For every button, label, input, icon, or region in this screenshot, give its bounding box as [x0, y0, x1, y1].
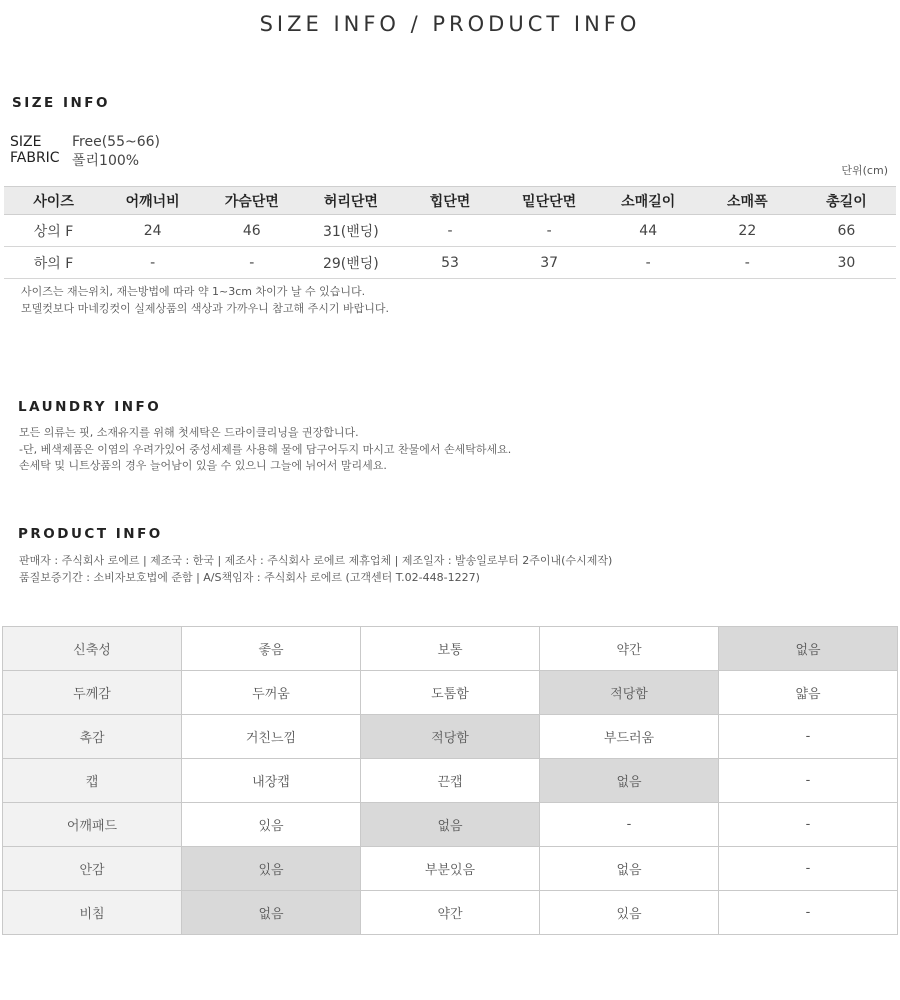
fabric-info-table — [2, 626, 898, 935]
fabric-option: 있음 — [540, 891, 719, 935]
fabric-option: 도톰함 — [361, 671, 540, 715]
table-cell: 46 — [202, 215, 301, 247]
size-info-heading: SIZE INFO — [12, 95, 110, 111]
fabric-option: 없음 — [540, 759, 719, 803]
fabric-option: 없음 — [361, 803, 540, 847]
size-table-header: 어깨너비 — [103, 187, 202, 215]
laundry-line: 모든 의류는 핏, 소재유지를 위해 첫세탁은 드라이클리닝을 권장합니다. — [19, 426, 359, 439]
fabric-option: 없음 — [182, 891, 361, 935]
fabric-option: 두꺼움 — [182, 671, 361, 715]
size-table-header: 가슴단면 — [202, 187, 301, 215]
fabric-row — [3, 891, 898, 935]
fabric-option: 거친느낌 — [182, 715, 361, 759]
fabric-option: - — [719, 759, 898, 803]
fabric-option: 보통 — [361, 627, 540, 671]
product-line: 판매자 : 주식회사 로에르 | 제조국 : 한국 | 제조사 : 주식회사 로에르 제휴업체 | 제조일자 : 발송일로부터 2주이내(수시제작) — [19, 554, 613, 567]
fabric-row — [3, 715, 898, 759]
fabric-option: 끈캡 — [361, 759, 540, 803]
table-cell: - — [698, 247, 797, 279]
fabric-option: 약간 — [361, 891, 540, 935]
table-cell: 37 — [500, 247, 599, 279]
table-cell: 31(밴딩) — [301, 215, 400, 247]
fabric-label: FABRIC — [10, 150, 60, 166]
fabric-option: - — [719, 847, 898, 891]
fabric-row — [3, 847, 898, 891]
unit-label: 단위(cm) — [841, 164, 888, 177]
table-row — [4, 247, 896, 279]
table-cell: 상의 F — [4, 215, 103, 247]
fabric-option: 적당함 — [361, 715, 540, 759]
size-table-header: 소매길이 — [599, 187, 698, 215]
fabric-option: 부분있음 — [361, 847, 540, 891]
fabric-option: 있음 — [182, 847, 361, 891]
fabric-row-label: 두께감 — [3, 671, 182, 715]
size-table-header: 허리단면 — [301, 187, 400, 215]
size-table — [4, 186, 896, 279]
fabric-option: - — [719, 891, 898, 935]
table-cell: - — [202, 247, 301, 279]
fabric-row-label: 신축성 — [3, 627, 182, 671]
size-table-header-row — [4, 187, 896, 215]
table-cell: - — [500, 215, 599, 247]
fabric-option: 좋음 — [182, 627, 361, 671]
table-cell: - — [400, 215, 499, 247]
table-cell: 66 — [797, 215, 896, 247]
fabric-option: - — [719, 803, 898, 847]
laundry-info-heading: LAUNDRY INFO — [18, 399, 162, 415]
size-note: 사이즈는 재는위치, 재는방법에 따라 약 1~3cm 차이가 날 수 있습니다. — [21, 285, 366, 298]
table-cell: - — [599, 247, 698, 279]
fabric-option: 내장캡 — [182, 759, 361, 803]
table-cell: 30 — [797, 247, 896, 279]
page-title: SIZE INFO / PRODUCT INFO — [259, 12, 641, 36]
table-cell: 29(밴딩) — [301, 247, 400, 279]
table-cell: 53 — [400, 247, 499, 279]
fabric-option: 있음 — [182, 803, 361, 847]
size-table-header: 사이즈 — [4, 187, 103, 215]
product-text — [19, 553, 612, 586]
size-notes — [21, 284, 389, 317]
table-cell: 24 — [103, 215, 202, 247]
product-line: 품질보증기간 : 소비자보호법에 준함 | A/S책임자 : 주식회사 로에르 (고객센터 T.02-448-1227) — [19, 570, 480, 584]
laundry-line: -단, 베색제품은 이염의 우려가있어 중성세제를 사용해 물에 담구어두지 마시고 찬물에서 손세탁하세요. — [19, 442, 512, 456]
fabric-option: - — [719, 715, 898, 759]
laundry-text — [19, 425, 511, 475]
size-value: Free(55~66) — [72, 134, 160, 150]
product-info-heading: PRODUCT INFO — [18, 526, 163, 542]
size-label: SIZE — [10, 134, 42, 150]
table-cell: 하의 F — [4, 247, 103, 279]
fabric-row-label: 비침 — [3, 891, 182, 935]
table-cell: 22 — [698, 215, 797, 247]
size-table-header: 소매폭 — [698, 187, 797, 215]
fabric-option: 약간 — [540, 627, 719, 671]
laundry-line: 손세탁 및 니트상품의 경우 늘어남이 있을 수 있으니 그늘에 뉘어서 말리세요. — [19, 459, 387, 472]
fabric-row-label: 어깨패드 — [3, 803, 182, 847]
size-table-header: 힙단면 — [400, 187, 499, 215]
fabric-row — [3, 671, 898, 715]
fabric-row — [3, 759, 898, 803]
fabric-row-label: 안감 — [3, 847, 182, 891]
fabric-row-label: 촉감 — [3, 715, 182, 759]
table-cell: 44 — [599, 215, 698, 247]
size-note: 모델컷보다 마네킹컷이 실제상품의 색상과 가까우니 참고해 주시기 바랍니다. — [21, 301, 390, 315]
fabric-option: 없음 — [540, 847, 719, 891]
size-table-header: 총길이 — [797, 187, 896, 215]
fabric-option: 부드러움 — [540, 715, 719, 759]
fabric-option: - — [540, 803, 719, 847]
fabric-row — [3, 803, 898, 847]
fabric-option: 얇음 — [719, 671, 898, 715]
fabric-option: 없음 — [719, 627, 898, 671]
table-cell: - — [103, 247, 202, 279]
fabric-row — [3, 627, 898, 671]
fabric-row-label: 캡 — [3, 759, 182, 803]
fabric-value: 폴리100% — [72, 153, 140, 169]
table-row — [4, 215, 896, 247]
fabric-option: 적당함 — [540, 671, 719, 715]
size-table-header: 밑단단면 — [500, 187, 599, 215]
